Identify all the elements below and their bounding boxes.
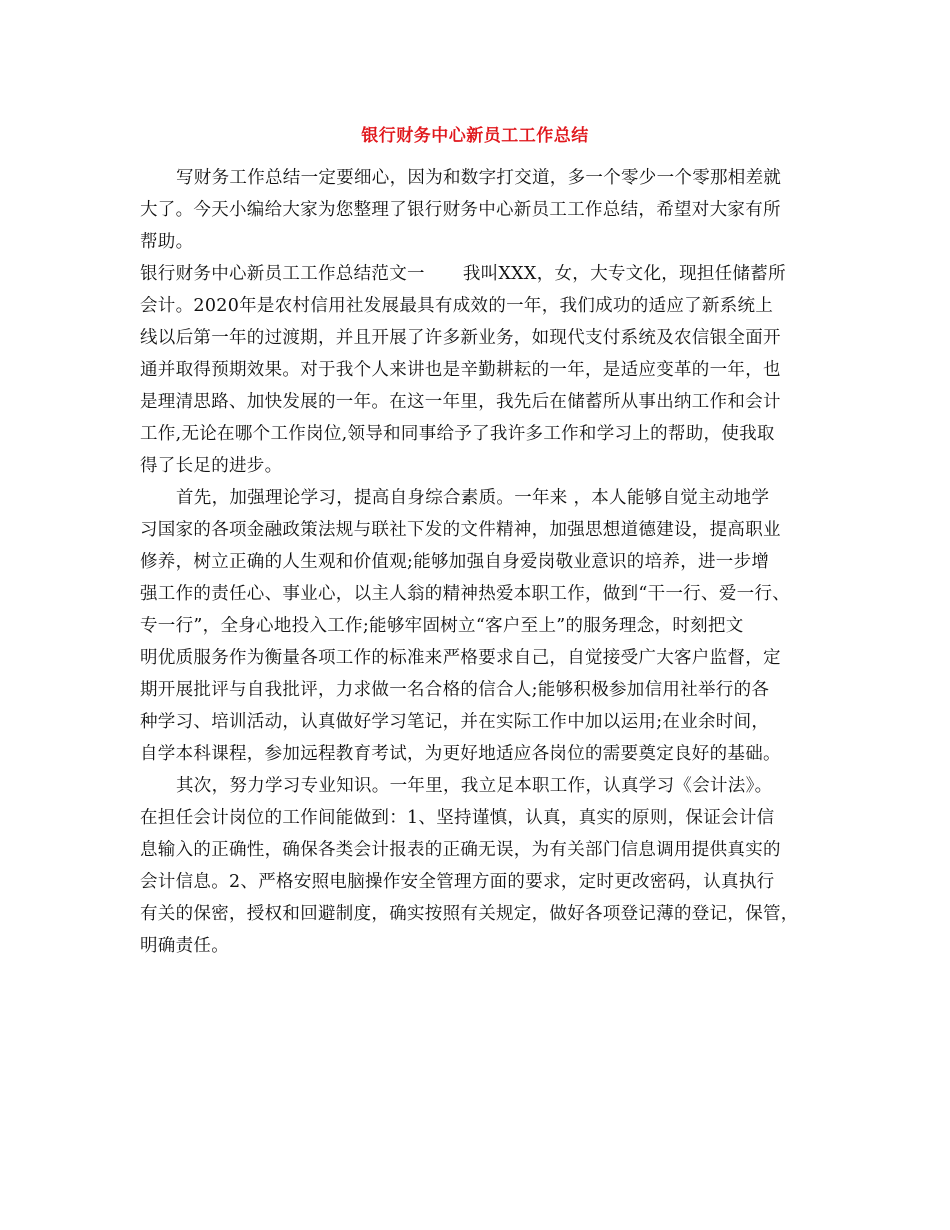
document-title: 银行财务中心新员工工作总结 xyxy=(361,126,589,146)
paragraph-line: 明优质服务作为衡量各项工作的标准来严格要求自己，自觉接受广大客户监督，定 xyxy=(140,648,781,668)
paragraph-line: 明确责任。 xyxy=(140,936,229,956)
paragraph-line: 强工作的责任心、事业心，以主人翁的精神热爱本职工作，做到“干一行、爱一行、 xyxy=(140,584,791,604)
document-body xyxy=(140,162,820,962)
paragraph-line: 种学习、培训活动，认真做好学习笔记，并在实际工作中加以运用;在业余时间， xyxy=(140,712,770,732)
paragraph-line: 修养，树立正确的人生观和价值观;能够加强自身爱岗敬业意识的培养，进一步增 xyxy=(140,552,770,572)
paragraph-line: 首先，加强理论学习，提高自身综合素质。一年来 ，本人能够自觉主动地学 xyxy=(176,488,770,508)
paragraph-line: 自学本科课程，参加远程教育考试，为更好地适应各岗位的需要奠定良好的基础。 xyxy=(140,744,781,764)
paragraph-line: 线以后第一年的过渡期，并且开展了许多新业务，如现代支付系统及农信银全面开 xyxy=(140,328,781,348)
paragraph-line: 工作,无论在哪个工作岗位,领导和同事给予了我许多工作和学习上的帮助，使我取 xyxy=(140,424,775,444)
paragraph-line: 期开展批评与自我批评，力求做一名合格的信合人;能够积极参加信用社举行的各 xyxy=(140,680,770,700)
paragraph-line: 是理清思路、加快发展的一年。在这一年里，我先后在储蓄所从事出纳工作和会计 xyxy=(140,392,781,412)
paragraph-line: 在担任会计岗位的工作间能做到：1、坚持谨慎，认真，真实的原则，保证会计信 xyxy=(140,808,775,828)
section-intro-text: 我叫XXX，女，大专文化，现担任储蓄所 xyxy=(462,264,786,284)
paragraph-line: 习国家的各项金融政策法规与联社下发的文件精神，加强思想道德建设，提高职业 xyxy=(140,520,781,540)
paragraph-line: 大了。今天小编给大家为您整理了银行财务中心新员工工作总结，希望对大家有所 xyxy=(140,200,781,220)
paragraph-line: 得了长足的进步。 xyxy=(140,456,283,476)
section-heading-line xyxy=(140,258,820,290)
paragraph-line: 通并取得预期效果。对于我个人来讲也是辛勤耕耘的一年，是适应变革的一年，也 xyxy=(140,360,781,380)
paragraph-line: 有关的保密，授权和回避制度，确实按照有关规定，做好各项登记薄的登记，保管， xyxy=(140,904,799,924)
paragraph-line: 息输入的正确性，确保各类会计报表的正确无误，为有关部门信息调用提供真实的 xyxy=(140,840,781,860)
paragraph-line: 会计信息。2、严格安照电脑操作安全管理方面的要求，定时更改密码，认真执行 xyxy=(140,872,775,892)
paragraph-line: 会计。2020年是农村信用社发展最具有成效的一年，我们成功的适应了新系统上 xyxy=(140,296,774,316)
paragraph-line: 帮助。 xyxy=(140,232,194,252)
paragraph-line: 专一行”，全身心地投入工作;能够牢固树立“客户至上”的服务理念，时刻把文 xyxy=(140,616,744,636)
paragraph-line: 写财务工作总结一定要细心，因为和数字打交道，多一个零少一个零那相差就 xyxy=(176,168,782,188)
section-heading: 银行财务中心新员工工作总结范文一 xyxy=(140,264,425,284)
paragraph-line: 其次，努力学习专业知识。一年里，我立足本职工作，认真学习《会计法》。 xyxy=(176,776,773,796)
